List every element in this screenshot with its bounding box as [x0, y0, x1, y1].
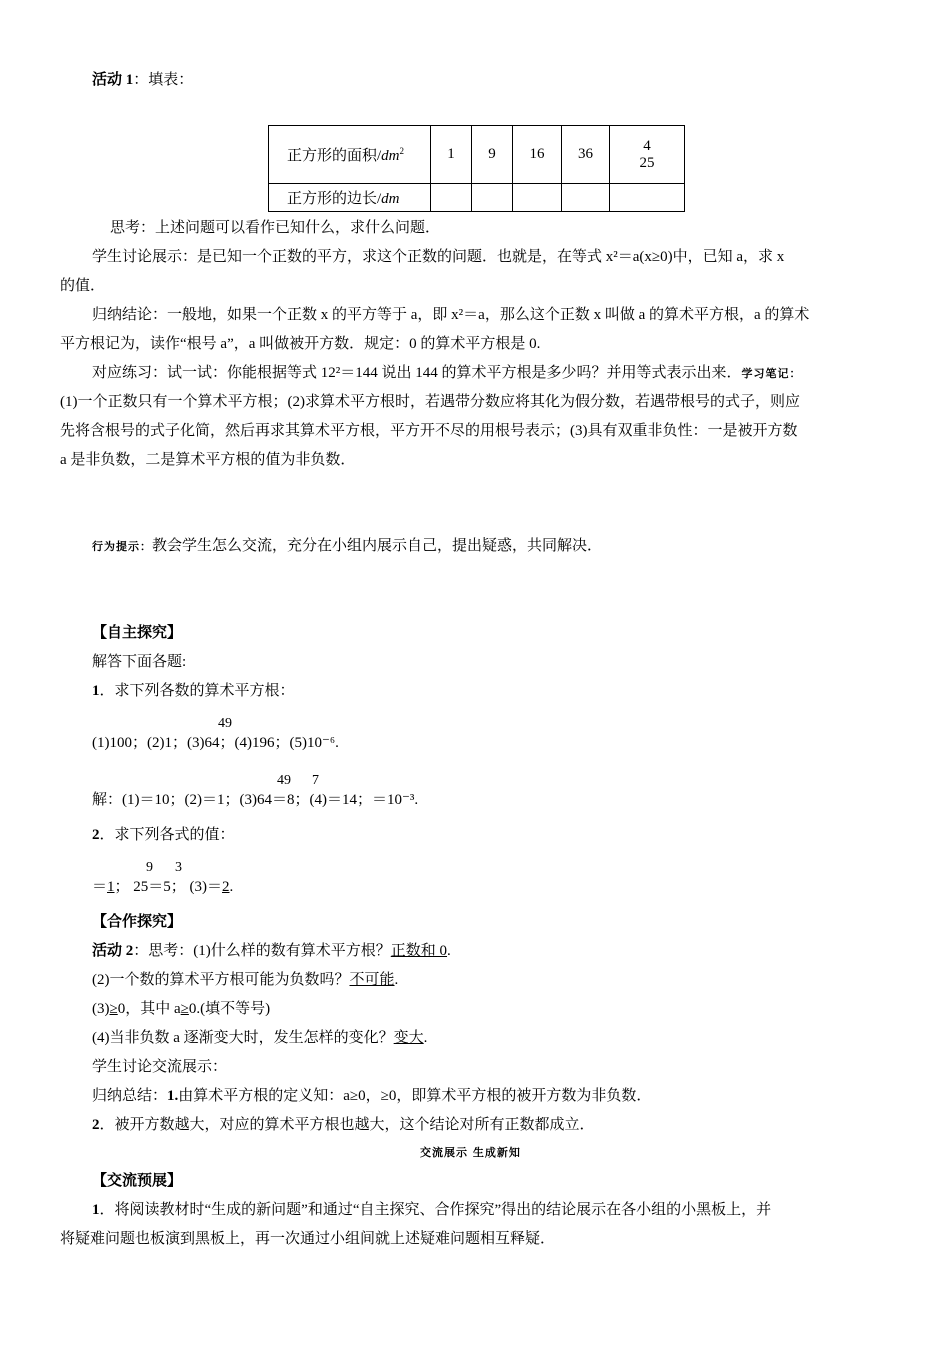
activity2-a2: 不可能	[349, 972, 395, 988]
activity1-label: 活动 1	[92, 72, 134, 88]
table-cell-empty	[610, 184, 685, 212]
conclude-line-1: 归纳结论：一般地，如果一个正数 x 的平方等于 a，即 x²＝a，那么这个正数 x 叫做 a 的算术平方根，a 的算术	[92, 307, 810, 323]
summary-label: 归纳总结：	[92, 1088, 168, 1104]
table-row	[269, 184, 685, 212]
discuss-line-1: 学生讨论展示：是已知一个正数的平方，求这个正数的问题．也就是，在等式 x²＝a(x≥0)中，已知 a，求 x	[92, 249, 785, 265]
summary-number-2: 2	[92, 1117, 100, 1133]
exchange-item-line-1	[92, 1200, 771, 1220]
a2-answer-3: 2	[222, 879, 230, 895]
activity2-a1: 正数和 0	[390, 943, 448, 959]
activity2-q3: (3)≥0，其中 a≥0.(填不等号)	[92, 1001, 271, 1017]
table-cell-empty	[472, 184, 513, 212]
area-unit-sup: 2	[399, 146, 405, 156]
summary-text-2: ．被开方数越大，对应的算术平方根也越大，这个结论对所有正数都成立．	[99, 1117, 595, 1133]
table-header-area	[269, 126, 431, 184]
exchange-item-text-1: ．将阅读教材时“生成的新问题”和通过“自主探究、合作探究”得出的结论展示在各小组的小黑板上，并	[99, 1202, 772, 1218]
table-cell-empty	[431, 184, 472, 212]
note-line-2: 先将含根号的式子化简，然后再求其算术平方根，平方开不尽的用根号表示；(3)具有双重非负性：一是被开方数	[60, 423, 798, 439]
summary-number-1: 1.	[167, 1088, 179, 1104]
behavior-label: 行为提示：	[92, 540, 152, 553]
self-explore-heading: 【自主探究】	[92, 625, 183, 641]
activity2-q1-text: ：思考：(1)什么样的数有算术平方根？	[133, 943, 391, 959]
summary-line-2	[92, 1115, 595, 1135]
activity2-a4: 变大	[393, 1030, 424, 1046]
exchange-item-number: 1	[92, 1202, 100, 1218]
activity1-suffix: ：填表：	[133, 72, 194, 88]
q1-text: ．求下列各数的算术平方根：	[99, 683, 295, 699]
a2-fraction-numerator-2: 3	[175, 860, 182, 875]
activity2-a3b: ≥	[180, 1001, 189, 1017]
a1-fraction-numerator-2: 7	[312, 773, 319, 788]
fill-table	[268, 125, 685, 212]
q2-text: ．求下列各式的值：	[99, 827, 235, 843]
table-row	[269, 126, 685, 184]
table-cell: 1	[431, 126, 472, 184]
activity2-q4: (4)当非负数 a 逐渐变大时，发生怎样的变化？变大.	[92, 1030, 428, 1046]
q2-number: 2	[92, 827, 100, 843]
summary-text-1: 由算术平方根的定义知：a≥0，≥0，即算术平方根的被开方数为非负数．	[178, 1088, 652, 1104]
activity2-q3-end: 0.(填不等号)	[188, 1001, 271, 1017]
activity2-label: 活动 2	[92, 943, 134, 959]
discuss-line-2: 的值．	[60, 278, 106, 294]
answer-1: 解：(1)＝10；(2)＝1；(3)64＝8；(4)＝14；＝10⁻³.	[92, 792, 419, 808]
practice-text: 对应练习：试一试：你能根据等式 12²＝144 说出 144 的算术平方根是多少吗？并用等式表示出来．	[92, 365, 742, 381]
discussion-display: 学生讨论交流展示：	[92, 1059, 228, 1075]
q1-fraction-numerator: 49	[218, 716, 232, 731]
activity2-q1: 活动 2：思考：(1)什么样的数有算术平方根？正数和 0.	[92, 943, 451, 959]
a2-fraction-numerator-1: 9	[146, 860, 153, 875]
summary-line-1	[92, 1086, 651, 1106]
q1-number: 1	[92, 683, 100, 699]
table-cell: 9	[472, 126, 513, 184]
note-line-3: a 是非负数，二是算术平方根的值为非负数．	[60, 452, 356, 468]
behavior-text: 教会学生怎么交流，充分在小组内展示自己，提出疑惑，共同解决．	[152, 538, 603, 554]
activity2-a3: ≥	[109, 1001, 118, 1017]
fraction-numerator: 4	[643, 137, 651, 154]
area-header-text: 正方形的面积/	[287, 148, 382, 164]
a1-fraction-numerator-1: 49	[277, 773, 291, 788]
activity2-q2-text: (2)一个数的算术平方根可能为负数吗？	[92, 972, 350, 988]
think-line: 思考：上述问题可以看作已知什么，求什么问题．	[110, 220, 441, 236]
side-header-text: 正方形的边长/	[287, 191, 382, 207]
fraction-denominator: 25	[639, 154, 655, 171]
side-unit: dm	[381, 191, 400, 207]
activity2-q4-text: (4)当非负数 a 逐渐变大时，发生怎样的变化？	[92, 1030, 394, 1046]
question-1	[92, 681, 295, 701]
table-cell-empty	[562, 184, 610, 212]
activity2-q2: (2)一个数的算术平方根可能为负数吗？不可能.	[92, 972, 399, 988]
exchange-heading: 【交流预展】	[92, 1173, 183, 1189]
practice-line	[92, 363, 802, 384]
conclude-line-2: 平方根记为，读作“根号 a”，a 叫做被开方数．规定：0 的算术平方根是 0.	[60, 336, 541, 352]
table-cell: 36	[562, 126, 610, 184]
table-cell-fraction	[610, 126, 685, 184]
area-unit: dm	[381, 148, 400, 164]
note-line-1: (1)一个正数只有一个算术平方根；(2)求算术平方根时，若遇带分数应将其化为假分数，若遇带根号的式子，则应	[60, 394, 800, 410]
question-2	[92, 825, 235, 845]
table-header-side	[269, 184, 431, 212]
activity2-q3-mid: 0，其中 a	[117, 1001, 181, 1017]
note-label: 学习笔记：	[741, 367, 802, 380]
behavior-line	[92, 536, 602, 557]
q1-items: (1)100；(2)1；(3)64；(4)196；(5)10⁻⁶.	[92, 735, 339, 751]
a2-answer-1: 1	[107, 879, 115, 895]
table-cell-empty	[513, 184, 562, 212]
a2-pre: ＝	[92, 879, 108, 895]
exchange-item-line-2: 将疑难问题也板演到黑板上，再一次通过小组间就上述疑难问题相互释疑．	[60, 1231, 556, 1247]
coop-explore-heading: 【合作探究】	[92, 914, 183, 930]
section-title: 交流展示 生成新知	[420, 1146, 521, 1159]
self-explore-intro: 解答下面各题:	[92, 654, 187, 670]
activity1-line	[92, 70, 193, 90]
table-cell: 16	[513, 126, 562, 184]
a2-mid: ； 25＝5； (3)＝	[114, 879, 223, 895]
answer-2	[92, 877, 233, 897]
a2-end: .	[229, 879, 234, 895]
